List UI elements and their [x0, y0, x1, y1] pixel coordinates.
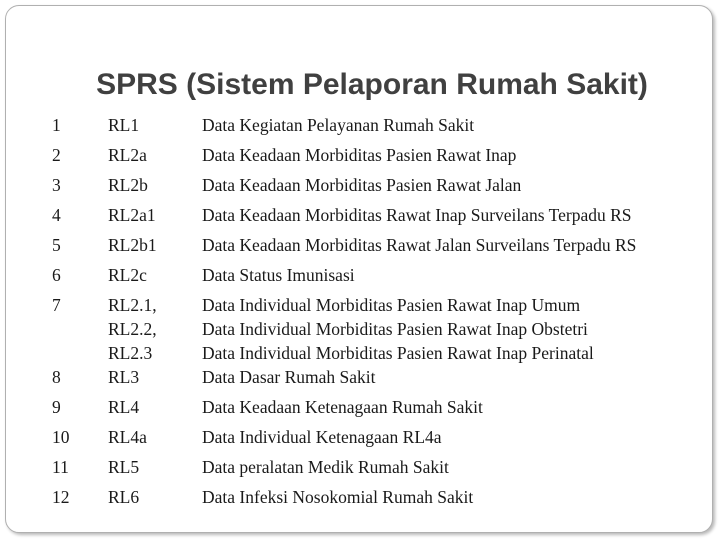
report-description: Data Keadaan Morbiditas Rawat Jalan Surveilans Terpadu RS [202, 235, 637, 255]
report-description: Data Individual Morbiditas Pasien Rawat Inap Perinatal [202, 343, 594, 363]
report-code: RL6 [108, 487, 140, 507]
report-description: Data Individual Ketenagaan RL4a [202, 427, 442, 447]
slide-title [0, 68, 720, 102]
row-number: 5 [52, 235, 61, 255]
report-description: Data Keadaan Morbiditas Pasien Rawat Inap [202, 145, 517, 165]
report-description: Data Status Imunisasi [202, 265, 355, 285]
report-code: RL2.2, [108, 319, 157, 339]
title-prefix: SPRS ( [96, 68, 197, 101]
report-description: Data Keadaan Ketenagaan Rumah Sakit [202, 397, 483, 417]
row-number: 11 [52, 457, 69, 477]
report-description: Data Dasar Rumah Sakit [202, 367, 376, 387]
report-code: RL4a [108, 427, 147, 447]
row-number: 6 [52, 265, 61, 285]
report-description: Data Individual Morbiditas Pasien Rawat Inap Umum [202, 295, 581, 315]
report-description: Data peralatan Medik Rumah Sakit [202, 457, 449, 477]
row-number: 4 [52, 205, 61, 225]
row-number: 3 [52, 175, 61, 195]
row-number: 9 [52, 397, 61, 417]
row-number: 8 [52, 367, 61, 387]
report-description: Data Keadaan Morbiditas Rawat Inap Surveilans Terpadu RS [202, 205, 632, 225]
report-description: Data Infeksi Nosokomial Rumah Sakit [202, 487, 474, 507]
report-code: RL2.1, [108, 295, 157, 315]
report-code: RL2b [108, 175, 148, 195]
report-code: RL2c [108, 265, 147, 285]
row-number: 2 [52, 145, 61, 165]
report-code: RL4 [108, 397, 140, 417]
report-code-group [108, 293, 157, 365]
report-description: Data Keadaan Morbiditas Pasien Rawat Jalan [202, 175, 522, 195]
row-number: 7 [52, 295, 61, 315]
report-code: RL2a [108, 145, 147, 165]
report-description-group [202, 293, 594, 365]
title-bold-text: Sistem Pelaporan Rumah Sakit) [196, 68, 648, 101]
report-description: Data Kegiatan Pelayanan Rumah Sakit [202, 115, 475, 135]
report-code: RL2b1 [108, 235, 157, 255]
row-number: 1 [52, 115, 61, 135]
row-number: 10 [52, 427, 70, 447]
report-code: RL2.3 [108, 343, 153, 363]
row-number: 12 [52, 487, 70, 507]
report-code: RL2a1 [108, 205, 156, 225]
report-code: RL1 [108, 115, 140, 135]
report-code: RL5 [108, 457, 140, 477]
report-code: RL3 [108, 367, 140, 387]
report-description: Data Individual Morbiditas Pasien Rawat Inap Obstetri [202, 319, 588, 339]
